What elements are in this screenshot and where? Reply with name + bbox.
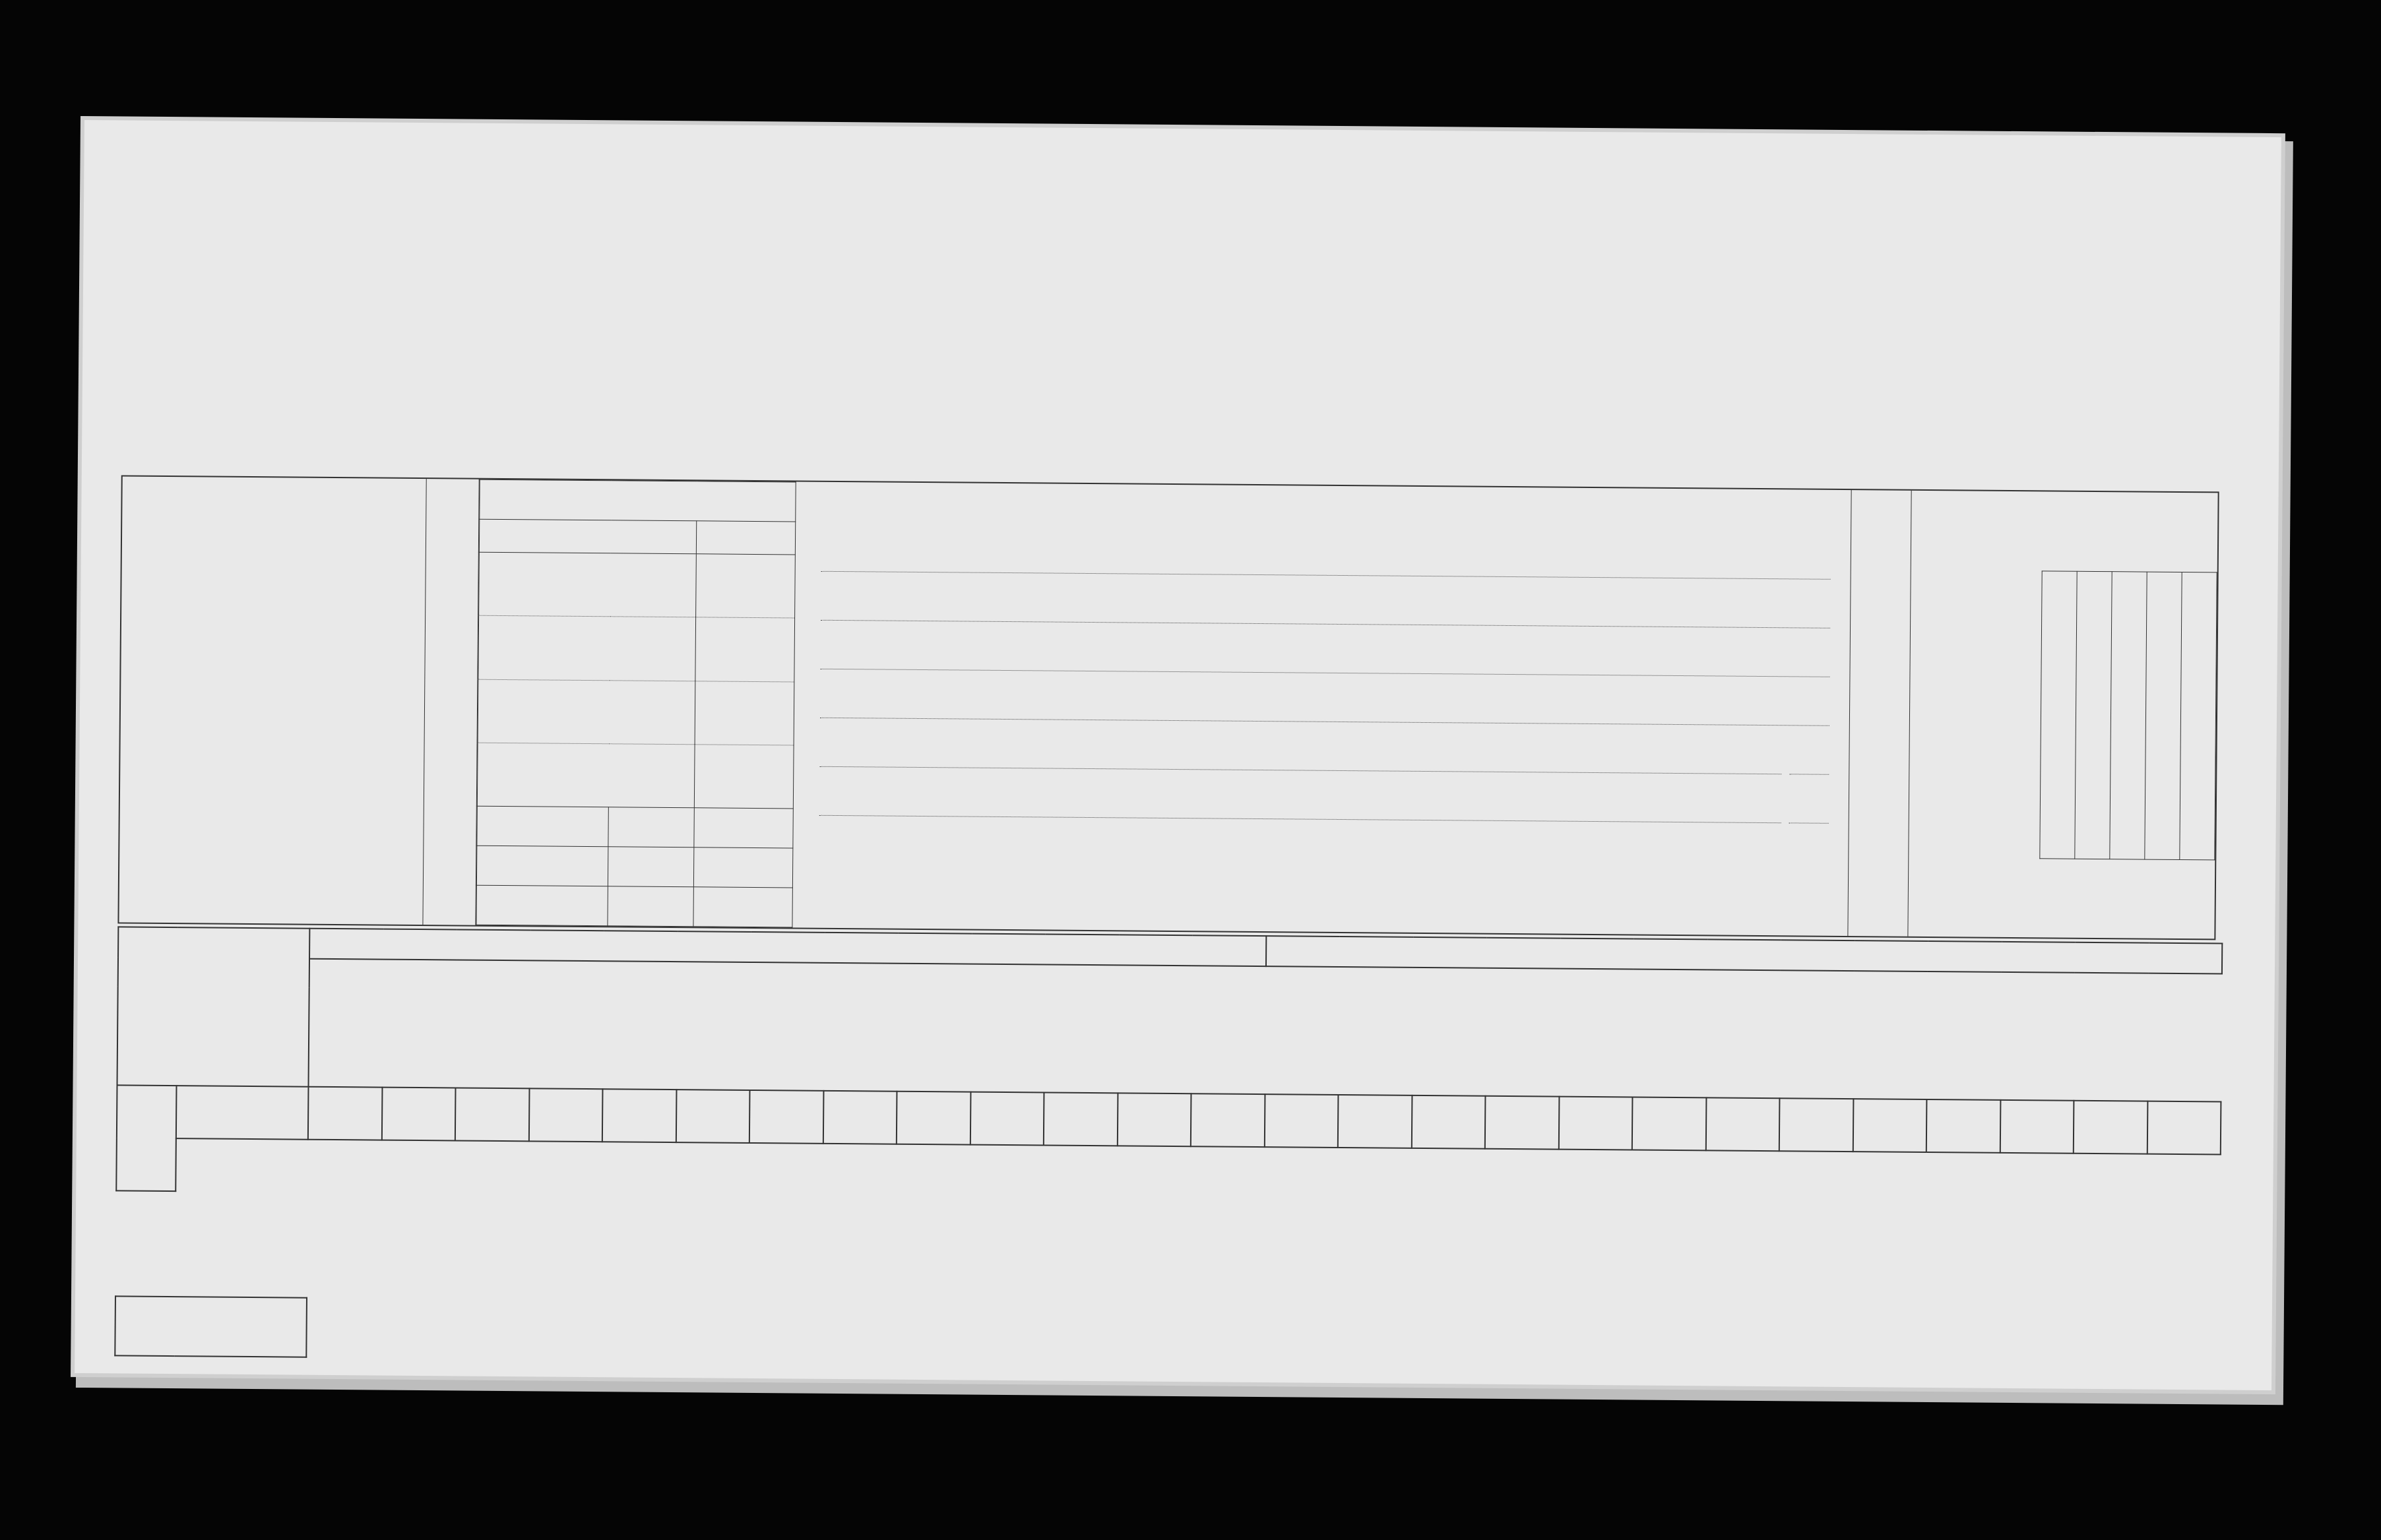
hired-workers-label [430,504,473,900]
question-land-type [816,626,1834,683]
trade-title [479,479,796,522]
rent-table [114,926,2215,1372]
arenda-heading [310,944,1265,951]
hired-workers-label-box [422,479,480,925]
trade-qty-header [696,521,795,555]
sdacha-heading [1267,951,2222,958]
question-other-land [817,577,1835,634]
middle-section [117,475,2219,940]
trade-block [475,479,795,928]
vinogradn-label [476,885,608,926]
population-label [1858,508,1901,917]
question-village [815,724,1833,780]
korney-header [694,808,793,848]
population-table [1907,524,2043,908]
census-card [75,120,2281,1390]
hired-workers-block [238,477,426,925]
trade-name-header [478,519,696,554]
question-market [815,772,1833,829]
right-staff-block [2039,491,2217,939]
question-owner-line2 [817,528,1835,585]
imeetsya-label [476,806,608,847]
desyatin-header [608,807,694,847]
population-label-box [1847,490,1911,937]
plodon-sada-label [476,846,608,886]
itogo-arendovano [115,1296,307,1357]
question-farming [816,675,1834,731]
row-own-society [176,1086,309,1140]
private-farms-questionnaire [798,482,1851,936]
